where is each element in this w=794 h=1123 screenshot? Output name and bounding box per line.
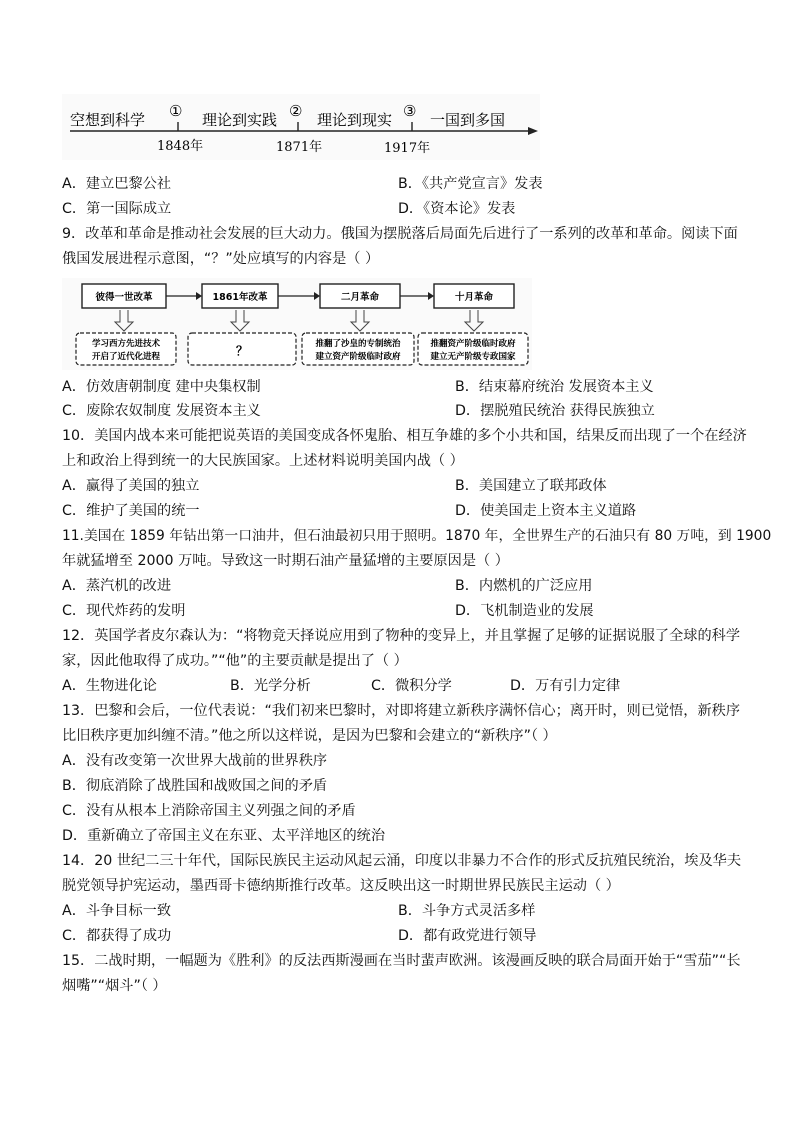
q11-stem-line2: 年就猛增至 2000 万吨。导致这一时期石油产量猛增的主要原因是（ ） (62, 553, 509, 569)
timeline-year: 1848年 (157, 139, 204, 154)
diagram-top-label: 1861年改革 (212, 292, 268, 303)
diagram-top-label: 十月革命 (454, 292, 494, 303)
q11-option-c: C．现代炸药的发明 (62, 603, 186, 619)
q12-stem-line2: 家，因此他取得了成功。”“他”的主要贡献是提出了（ ） (62, 653, 408, 669)
diagram-bottom-line1: 推翻资产阶级临时政府 (430, 339, 516, 349)
q14-stem-line2: 脱党领导护宪运动，墨西哥卡德纳斯推行改革。这反映出这一时期世界民族民主运动（ ） (62, 878, 620, 894)
q10-option-a: A．赢得了美国的独立 (62, 478, 200, 494)
diagram-question-mark: ？ (235, 344, 249, 358)
q14-option-c: C．都获得了成功 (62, 928, 172, 944)
timeline-marker: ① (169, 102, 183, 120)
q10-option-d: D．使美国走上资本主义道路 (455, 503, 637, 519)
diagram-bottom-line1: 学习西方先进技术 (91, 339, 161, 349)
down-arrow-icon (115, 310, 483, 331)
q12-option-a: A．生物进化论 (62, 678, 157, 694)
q9-option-a: A．仿效唐朝制度 建中央集权制 (62, 379, 261, 395)
timeline-marker: ② (289, 102, 303, 120)
timeline-arrow-icon (528, 127, 538, 135)
diagram-svg (62, 278, 532, 370)
timeline-marker: ③ (403, 102, 417, 120)
q13-option-b: B．彻底消除了战胜国和战败国之间的矛盾 (62, 778, 328, 794)
q10-stem-line1: 10．美国内战本来可能把说英语的美国变成各怀鬼胎、相互争雄的多个小共和国，结果反而出现了一个在经济 (62, 428, 747, 444)
q8-option-a: A．建立巴黎公社 (62, 176, 172, 192)
timeline-stage: 理论到现实 (317, 111, 393, 129)
diagram-top-label: 彼得一世改革 (95, 292, 153, 303)
q15-stem-line2: 烟嘴”“烟斗”（ ） (62, 978, 167, 994)
q9-option-c: C．废除农奴制度 发展资本主义 (62, 403, 261, 419)
arrow-right-icon (428, 292, 434, 300)
timeline-year: 1871年 (276, 140, 323, 155)
russia-process-diagram (62, 278, 532, 370)
q8-option-d: D．《资本论》发表 (398, 201, 516, 217)
q15-stem-line1: 15．二战时期，一幅题为《胜利》的反法西斯漫画在当时蜚声欧洲。该漫画反映的联合局面开始于“雪茄”“长 (62, 953, 741, 969)
q13-option-d: D．重新确立了帝国主义在东亚、太平洋地区的统治 (62, 828, 386, 844)
arrow-right-icon (196, 292, 202, 300)
q12-option-c: C．微积分学 (371, 678, 452, 694)
q9-stem-line2: 俄国发展进程示意图，“？”处应填写的内容是（ ） (62, 251, 380, 267)
q11-option-a: A．蒸汽机的改进 (62, 578, 172, 594)
diagram-bottom-line2: 开启了近代化进程 (91, 352, 161, 362)
q8-option-b: B．《共产党宣言》发表 (398, 176, 543, 192)
timeline-year: 1917年 (384, 141, 431, 156)
timeline-stage: 空想到科学 (70, 111, 146, 129)
q11-option-b: B．内燃机的广泛应用 (455, 578, 593, 594)
q13-option-a: A．没有改变第一次世界大战前的世界秩序 (62, 753, 328, 769)
diagram-bottom-line1: 推翻了沙皇的专制统治 (315, 339, 401, 349)
q9-option-b: B．结束幕府统治 发展资本主义 (455, 379, 654, 395)
q14-option-d: D．都有政党进行领导 (398, 928, 537, 944)
q9-option-d: D．摆脱殖民统治 获得民族独立 (455, 403, 655, 419)
q12-option-b: B．光学分析 (230, 678, 311, 694)
diagram-bottom-line2: 建立资产阶级临时政府 (315, 352, 401, 362)
q11-stem-line1: 11.美国在 1859 年钻出第一口油井，但石油最初只用于照明。1870 年，全世界生产的石油只有 80 万吨，到 1900 (62, 528, 772, 544)
q13-stem-line1: 13．巴黎和会后，一位代表说：“我们初来巴黎时，对即将建立新秩序满怀信心；离开时，则已觉悟，新秩序 (62, 703, 741, 719)
q12-stem-line1: 12．英国学者皮尔森认为：“将物竞天择说应用到了物种的变异上，并且掌握了足够的证据说服了全球的科学 (62, 628, 741, 644)
q10-option-b: B．美国建立了联邦政体 (455, 478, 607, 494)
diagram-bottom-line2: 建立无产阶级专政国家 (430, 352, 516, 362)
q14-option-b: B．斗争方式灵活多样 (398, 903, 536, 919)
q13-stem-line2: 比旧秩序更加纠缠不清。”他之所以这样说，是因为巴黎和会建立的“新秩序”（ ） (62, 728, 557, 744)
diagram-top-label: 二月革命 (340, 292, 380, 303)
arrow-right-icon (314, 292, 320, 300)
timeline-stage: 一国到多国 (430, 111, 506, 129)
timeline-svg (62, 94, 540, 160)
q9-stem-line1: 9．改革和革命是推动社会发展的巨大动力。俄国为摆脱落后局面先后进行了一系列的改革和革命。阅读下面 (62, 226, 738, 242)
q11-option-d: D．飞机制造业的发展 (455, 603, 594, 619)
q13-option-c: C．没有从根本上消除帝国主义列强之间的矛盾 (62, 803, 356, 819)
q14-option-a: A．斗争目标一致 (62, 903, 172, 919)
timeline-figure (62, 94, 540, 160)
q10-stem-line2: 上和政治上得到统一的大民族国家。上述材料说明美国内战（ ） (62, 453, 464, 469)
q12-option-d: D．万有引力定律 (510, 678, 621, 694)
q10-option-c: C．维护了美国的统一 (62, 503, 200, 519)
q14-stem-line1: 14．20 世纪二三十年代，国际民族民主运动风起云涌，印度以非暴力不合作的形式反抗殖民统治，埃及华夫 (62, 853, 742, 869)
q8-option-c: C．第一国际成立 (62, 201, 172, 217)
timeline-stage: 理论到实践 (202, 111, 278, 129)
